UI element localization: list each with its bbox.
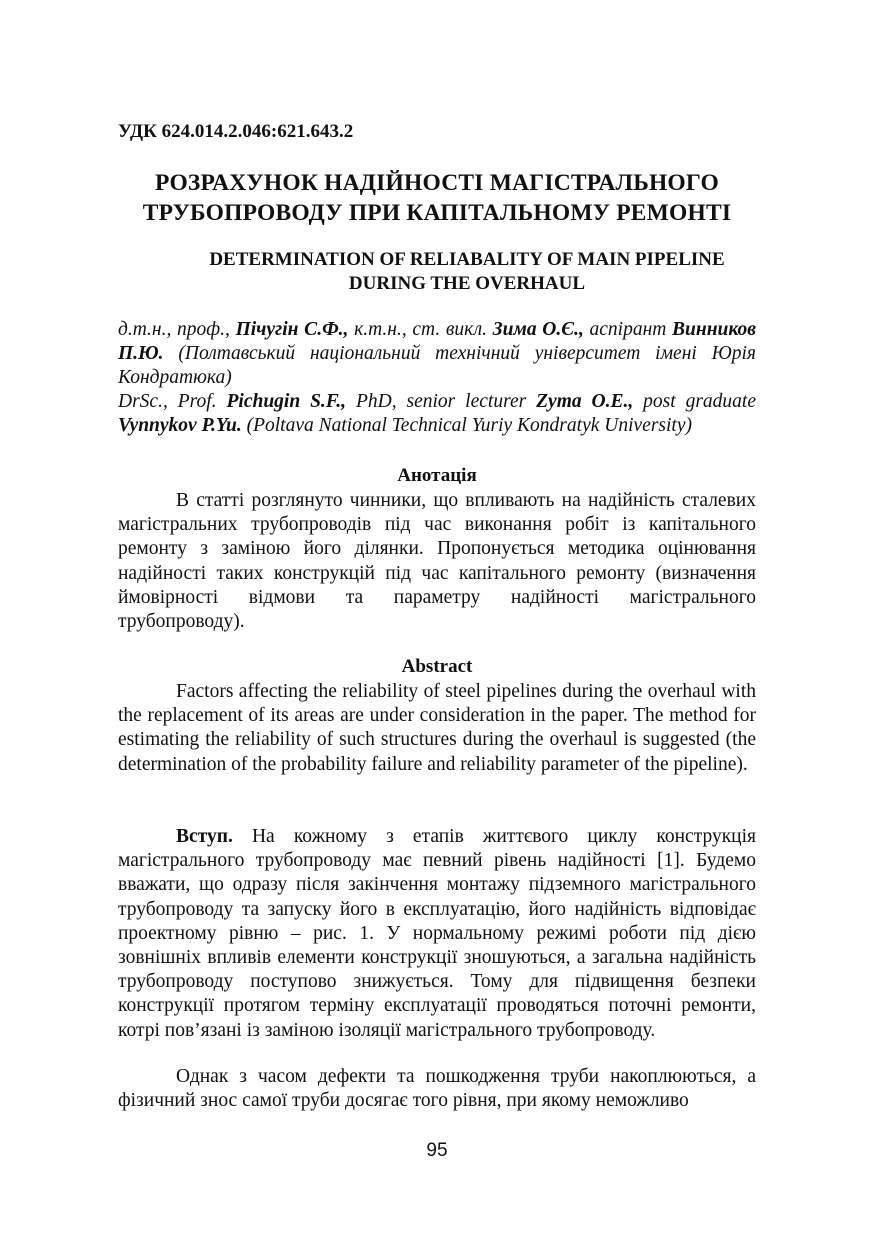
author-name: Pichugin S.F., xyxy=(226,391,347,412)
title-en-line-1: DETERMINATION OF RELIABALITY OF MAIN PIPELINE xyxy=(209,249,725,270)
page-number: 95 xyxy=(426,1140,448,1161)
author-name: Zyma O.E., xyxy=(536,391,634,412)
title-ukrainian xyxy=(118,168,756,228)
title-en-line-2: DURING THE OVERHAUL xyxy=(348,273,586,294)
author-affiliation: (Полтавський національний технічний університет імені Юрія Кондратюка) xyxy=(118,343,756,388)
intro-paragraph xyxy=(118,825,756,1043)
author-degree: post graduate xyxy=(633,391,757,412)
author-degree: к.т.н., ст. викл. xyxy=(348,319,493,340)
author-degree: аспірант xyxy=(583,319,673,340)
author-degree: PhD, senior lecturer xyxy=(346,391,537,412)
author-name: Винников П.Ю. xyxy=(118,319,756,364)
author-name: Пічугін С.Ф., xyxy=(235,319,349,340)
author-name: Зима О.Є., xyxy=(492,319,584,340)
authors-ukrainian xyxy=(118,318,756,390)
author-degree: DrSc., Prof. xyxy=(118,391,227,412)
title-uk-line-1: РОЗРАХУНОК НАДІЙНОСТІ МАГІСТРАЛЬНОГО xyxy=(155,170,719,196)
authors-english xyxy=(118,390,756,438)
title-uk-line-2: ТРУБОПРОВОДУ ПРИ КАПІТАЛЬНОМУ РЕМОНТІ xyxy=(142,200,732,226)
anotatsiia-heading: Анотація xyxy=(397,465,477,486)
udk-code: УДК 624.014.2.046:621.643.2 xyxy=(118,121,354,142)
abstract-text: Factors affecting the reliability of steel pipelines during the overhaul with the replacement of its areas are under consideration in the paper. The method for estimating the reliability of such structures during the overhaul is suggested (the determination of the probability failure and reliability parameter of the pipeline). xyxy=(118,681,756,775)
abstract-heading: Abstract xyxy=(401,656,473,677)
author-affiliation: (Poltava National Technical Yuriy Kondratyk University) xyxy=(241,415,692,436)
authors-block xyxy=(118,318,756,438)
author-degree: д.т.н., проф., xyxy=(118,319,236,340)
intro-text: На кожному з етапів життєвого циклу конструкція магістрального трубопроводу має певний рівень надійності [1]. Будемо вважати, що одразу після закінчення монтажу підземного магістрального трубопроводу та запуску його в експлуатацію, його надійність відповідає проектному рівню – рис. 1. У нормальному режимі роботи під дією зовнішніх впливів елементи конструкції зношуються, а загальна надійність трубопроводу поступово знижується. Тому для підвищення безпеки конструкції протягом терміну експлуатації проводяться поточні ремонти, котрі пов’язані із заміною ізоляції магістрального трубопроводу. xyxy=(118,826,756,1041)
anotatsiia-text: В статті розглянуто чинники, що впливають на надійність сталевих магістральних трубопроводів під час виконання робіт із капітального ремонту з заміною його ділянки. Пропонується методика оцінювання надійності таких конструкцій під час капітального ремонту (визначення ймовірності відмови та параметру надійності магістрального трубопроводу). xyxy=(118,490,756,633)
intro-lead: Вступ. xyxy=(176,826,233,847)
intro-paragraph-2: Однак з часом дефекти та пошкодження труби накоплюються, а фізичний знос самої труби досягає того рівня, при якому неможливо xyxy=(118,1066,756,1112)
author-name: Vynnykov P.Yu. xyxy=(118,415,242,436)
title-english xyxy=(178,248,756,296)
